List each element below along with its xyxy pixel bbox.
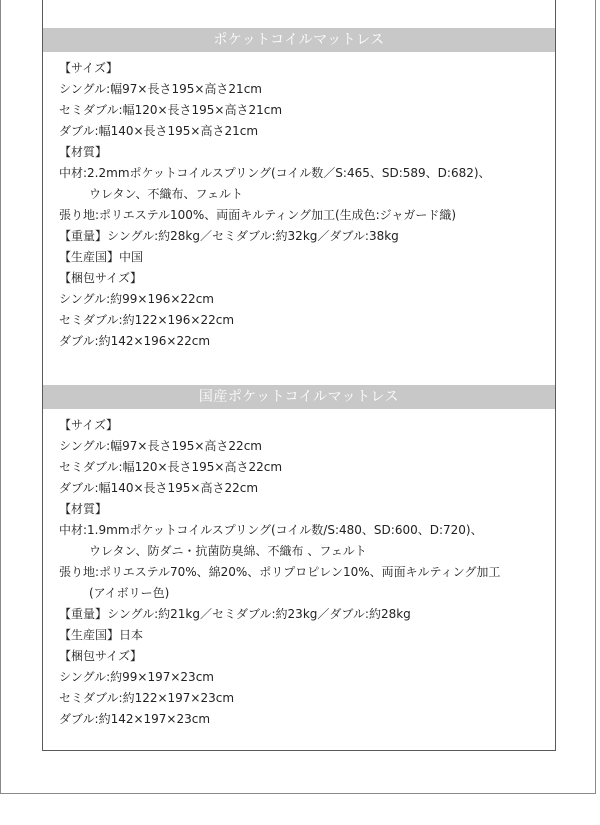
spec-section-domestic-pocket-coil [43, 385, 555, 730]
spec-line: セミダブル:約122×196×22cm [59, 313, 235, 327]
spec-line: ウレタン、防ダニ・抗菌防臭綿、不織布 、フェルト [89, 544, 367, 558]
spec-line: シングル:幅97×長さ195×高さ21cm [59, 82, 262, 96]
section-body [43, 52, 555, 352]
spec-line: シングル:幅97×長さ195×高さ22cm [59, 439, 262, 453]
spec-line: (アイボリー色) [89, 586, 170, 600]
spec-line: 中材:2.2mmポケットコイルスプリング(コイル数／S:465、SD:589、D:682)、 [59, 166, 491, 180]
spec-line: 中材:1.9mmポケットコイルスプリング(コイル数/S:480、SD:600、D:720)、 [59, 523, 483, 537]
spec-line: 張り地:ポリエステル100%、両面キルティング加工(生成色:ジャガード織) [59, 208, 457, 222]
spec-line: 【梱包サイズ】 [59, 271, 143, 285]
spec-line: 【生産国】日本 [59, 628, 144, 642]
spec-line: シングル:約99×197×23cm [59, 670, 214, 684]
spec-line: セミダブル:幅120×長さ195×高さ22cm [59, 460, 283, 474]
spec-line: ダブル:幅140×長さ195×高さ21cm [59, 124, 259, 138]
section-body [43, 409, 555, 730]
spec-line: 【サイズ】 [59, 61, 119, 75]
spec-line: 張り地:ポリエステル70%、綿20%、ポリプロピレン10%、両面キルティング加工 [59, 565, 501, 579]
spec-line: 【重量】シングル:約21kg／セミダブル:約23kg／ダブル:約28kg [59, 607, 411, 621]
section-title: 国産ポケットコイルマットレス [43, 385, 555, 409]
spec-line: ダブル:約142×197×23cm [59, 712, 211, 726]
spec-line: 【材質】 [59, 145, 108, 159]
spec-line: セミダブル:幅120×長さ195×高さ21cm [59, 103, 283, 117]
spec-line: 【重量】シングル:約28kg／セミダブル:約32kg／ダブル:38kg [59, 229, 399, 243]
section-title: ポケットコイルマットレス [43, 28, 555, 52]
spec-line: ウレタン、不織布、フェルト [89, 187, 243, 201]
spec-line: 【サイズ】 [59, 418, 119, 432]
spec-line: ダブル:幅140×長さ195×高さ22cm [59, 481, 259, 495]
spec-line: 【生産国】中国 [59, 250, 144, 264]
spec-section-pocket-coil [43, 28, 555, 352]
spec-line: セミダブル:約122×197×23cm [59, 691, 235, 705]
spec-line: 【梱包サイズ】 [59, 649, 143, 663]
spec-line: 【材質】 [59, 502, 108, 516]
spec-line: ダブル:約142×196×22cm [59, 334, 211, 348]
spec-line: シングル:約99×196×22cm [59, 292, 214, 306]
